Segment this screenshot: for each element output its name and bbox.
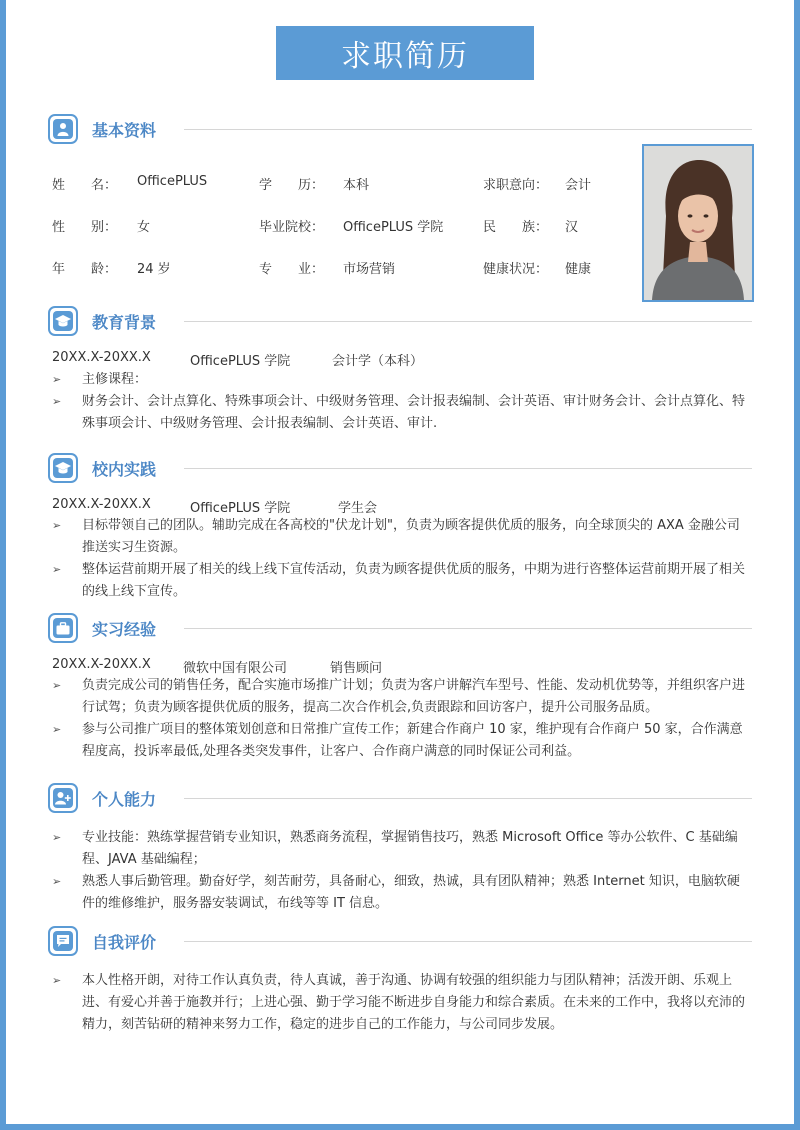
section-title-ability: 个人能力 xyxy=(92,790,157,809)
campus-bullets xyxy=(52,515,752,603)
speech-bubble-icon xyxy=(56,934,70,948)
value-ethnic: 汉 xyxy=(565,220,579,235)
section-badge xyxy=(48,783,78,813)
value-gender: 女 xyxy=(137,220,151,235)
label-intent: 求职意向： xyxy=(483,178,549,193)
list-item: ➢ 目标带领自己的团队。辅助完成在各高校的"伏龙计划"，负责为顾客提供优质的服务，向全球顶尖的 AXA 金融公司推送实习生资源。 xyxy=(52,515,752,559)
graduation-cap-icon xyxy=(55,461,71,475)
section-header-education xyxy=(48,306,752,338)
section-badge xyxy=(48,306,78,336)
list-item: ➢ 负责完成公司的销售任务，配合实施市场推广计划；负责为客户讲解汽车型号、性能、发动机优势等，并组织客户进行试驾；负责为顾客提供优质的服务，提高二次合作机会,负责跟踪和回访客户，提升公司服务品质。 xyxy=(52,675,752,719)
value-intent: 会计 xyxy=(565,178,592,193)
section-title-basic: 基本资料 xyxy=(92,121,157,140)
portrait-illustration xyxy=(644,146,752,300)
education-period: 20XX.X-20XX.X xyxy=(52,350,151,365)
value-major: 市场营销 xyxy=(343,262,396,277)
list-item: ➢ 本人性格开朗，对待工作认真负责，待人真诚，善于沟通、协调有较强的组织能力与团队精神；活泼开朗、乐观上进、有爱心并善于施教并行；上进心强、勤于学习能不断进步自身能力和综合素质。在未来的工作中，我将以充沛的精力，刻苦钻研的精神来努力工作，稳定的进步自己的工作能力，与公司同步发展。 xyxy=(52,970,752,1036)
list-item: ➢ 整体运营前期开展了相关的线上线下宣传活动，负责为顾客提供优质的服务，中期为进行咨整体运营前期开展了相关的线上线下宣传。 xyxy=(52,559,752,603)
list-item: ➢ 专业技能：熟练掌握营销专业知识，熟悉商务流程，掌握销售技巧，熟悉 Microsoft Office 等办公软件、C 基础编程、JAVA 基础编程； xyxy=(52,827,752,871)
section-header-internship xyxy=(48,613,752,645)
value-name: OfficePLUS xyxy=(137,174,208,189)
triangle-bullet-icon: ➢ xyxy=(52,831,62,844)
list-item: ➢ 熟悉人事后勤管理。勤奋好学，刻苦耐劳，具备耐心，细致，热诚，具有团队精神；熟悉 Internet 知识，电脑软硬件的维修维护，服务器安装调试，布线等等 IT 信息。 xyxy=(52,871,752,915)
list-item: ➢ 财务会计、会计点算化、特殊事项会计、中级财务管理、会计报表编制、会计英语、审计财务会计、会计点算化、特殊事项会计、中级财务管理、会计报表编制、会计英语、审计. xyxy=(52,391,752,435)
section-divider xyxy=(184,798,752,799)
person-icon xyxy=(56,122,70,136)
page-title: 求职简历 xyxy=(276,26,534,80)
triangle-bullet-icon: ➢ xyxy=(52,974,62,987)
section-badge xyxy=(48,114,78,144)
triangle-bullet-icon: ➢ xyxy=(52,395,62,408)
label-age: 年 龄： xyxy=(52,262,118,277)
add-user-icon xyxy=(55,791,71,805)
section-title-campus: 校内实践 xyxy=(92,460,157,479)
label-school: 毕业院校： xyxy=(259,220,325,235)
section-divider xyxy=(184,941,752,942)
briefcase-icon xyxy=(56,622,70,635)
internship-period: 20XX.X-20XX.X xyxy=(52,657,151,672)
section-title-education: 教育背景 xyxy=(92,313,157,332)
ability-bullets xyxy=(52,827,752,915)
campus-role: 学生会 xyxy=(338,501,378,516)
graduation-cap-icon xyxy=(55,314,71,328)
section-divider xyxy=(184,468,752,469)
triangle-bullet-icon: ➢ xyxy=(52,875,62,888)
section-divider xyxy=(184,129,752,130)
triangle-bullet-icon: ➢ xyxy=(52,373,62,386)
internship-bullets xyxy=(52,675,752,763)
value-school: OfficePLUS 学院 xyxy=(343,220,444,235)
triangle-bullet-icon: ➢ xyxy=(52,563,62,576)
label-health: 健康状况： xyxy=(483,262,549,277)
section-header-self xyxy=(48,926,752,958)
label-name: 姓 名： xyxy=(52,178,118,193)
label-major: 专 业： xyxy=(259,262,325,277)
education-org: OfficePLUS 学院 xyxy=(190,354,291,369)
value-age: 24 岁 xyxy=(137,262,171,277)
triangle-bullet-icon: ➢ xyxy=(52,723,62,736)
campus-period: 20XX.X-20XX.X xyxy=(52,497,151,512)
section-header-ability xyxy=(48,783,752,815)
education-role: 会计学（本科） xyxy=(332,354,424,369)
triangle-bullet-icon: ➢ xyxy=(52,679,62,692)
section-badge xyxy=(48,926,78,956)
education-bullets xyxy=(52,369,752,435)
label-degree: 学 历： xyxy=(259,178,325,193)
section-title-self: 自我评价 xyxy=(92,933,157,952)
self-eval-bullets xyxy=(52,970,752,1036)
label-ethnic: 民 族： xyxy=(483,220,549,235)
value-degree: 本科 xyxy=(343,178,370,193)
campus-org: OfficePLUS 学院 xyxy=(190,501,291,516)
internship-org: 微软中国有限公司 xyxy=(183,661,288,676)
section-header-basic xyxy=(48,114,752,146)
section-header-campus xyxy=(48,453,752,485)
section-title-internship: 实习经验 xyxy=(92,620,157,639)
section-divider xyxy=(184,628,752,629)
section-divider xyxy=(184,321,752,322)
triangle-bullet-icon: ➢ xyxy=(52,519,62,532)
internship-role: 销售顾问 xyxy=(330,661,383,676)
label-gender: 性 别： xyxy=(52,220,118,235)
list-item: ➢ 主修课程： xyxy=(52,369,752,391)
section-badge xyxy=(48,613,78,643)
profile-photo xyxy=(642,144,754,302)
value-health: 健康 xyxy=(565,262,592,277)
list-item: ➢ 参与公司推广项目的整体策划创意和日常推广宣传工作；新建合作商户 10 家，维护现有合作商户 50 家，合作满意程度高，投诉率最低,处理各类突发事件，让客户、合作商户满意的同时保证公司利益。 xyxy=(52,719,752,763)
section-badge xyxy=(48,453,78,483)
